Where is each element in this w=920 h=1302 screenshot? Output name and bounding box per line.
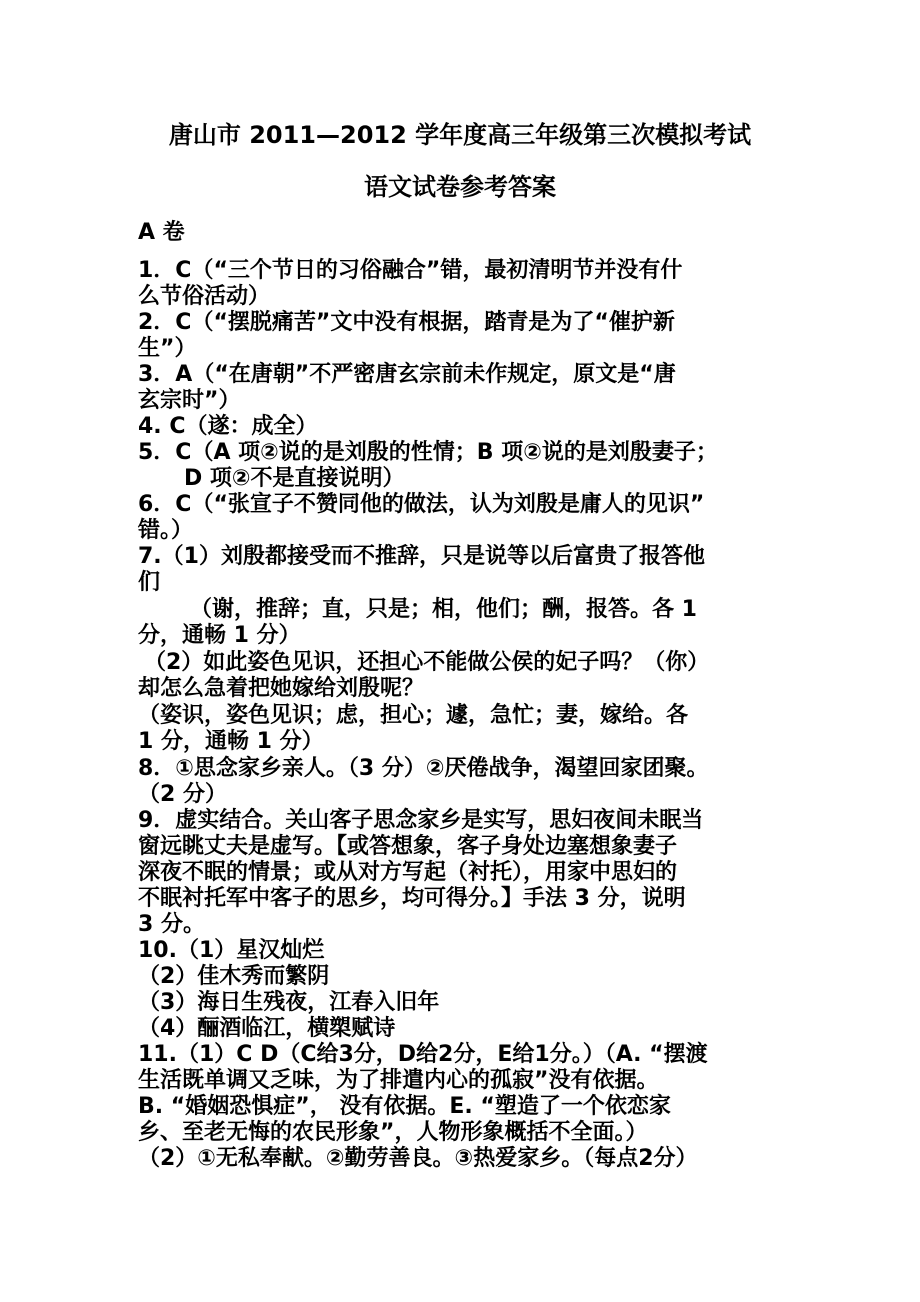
answer-line: （2 分） [138,782,227,807]
answer-line: D 项②不是直接说明） [184,466,405,491]
answer-line: 么节俗活动） [138,284,271,309]
answer-line: 乡、至老无悔的农民形象”，人物形象概括不全面。） [138,1120,648,1145]
answer-line: 们 [138,570,161,595]
answer-line: 3 分。 [138,912,205,937]
answer-line: 分，通畅 1 分） [138,623,301,648]
answer-line: 9．虚实结合。关山客子思念家乡是实写，思妇夜间未眠当 [138,808,704,833]
answer-line: 7.（1）刘殷都接受而不推辞，只是说等以后富贵了报答他 [138,544,705,569]
answer-line: （3）海日生残夜，江春入旧年 [138,990,440,1015]
answer-line: 深夜不眠的情景；或从对方写起（衬托），用家中思妇的 [138,860,678,885]
answer-line: 10.（1）星汉灿烂 [138,938,325,963]
answer-line: （谢，推辞；直，只是；相，他们；酬，报答。各 1 [190,597,697,622]
answer-line: （2）佳木秀而繁阴 [138,964,330,989]
answer-line: 窗远眺丈夫是虚写。【或答想象，客子身处边塞想象妻子 [138,834,678,859]
answer-line: 5．C（A 项②说的是刘殷的性情；B 项②说的是刘殷妻子； [138,440,718,465]
answer-line: 8．①思念家乡亲人。（3 分）②厌倦战争，渴望回家团聚。 [138,756,709,781]
answer-line: 2．C（“摆脱痛苦”文中没有根据，踏青是为了“催护新 [138,310,675,335]
answer-line: （姿识，姿色见识；虑，担心；遽，急忙；妻，嫁给。各 [138,703,689,728]
answer-line: 生”） [138,336,197,361]
answer-line: 生活既单调又乏味，为了排遣内心的孤寂”没有依据。 [138,1068,659,1093]
answer-line: 不眠衬托军中客子的思乡，均可得分。】手法 3 分，说明 [138,886,686,911]
document-subtitle: 语文试卷参考答案 [364,173,556,201]
answer-line: 11.（1）C D（C给3分，D给2分，E给1分。）（A. “摆渡 [138,1042,708,1067]
answer-line: B. “婚姻恐惧症”， 没有依据。E. “塑造了一个依恋家 [138,1094,671,1119]
answer-line: 玄宗时”） [138,388,241,413]
answer-line: 4. C（遂：成全） [138,414,318,439]
answer-line: 错。） [138,518,194,543]
document-title: 唐山市 2011—2012 学年度高三年级第三次模拟考试 [168,121,752,149]
answer-line: （2）①无私奉献。②勤劳善良。③热爱家乡。（每点2分） [138,1146,698,1171]
answer-line: 3．A（“在唐朝”不严密唐玄宗前未作规定，原文是“唐 [138,362,676,387]
answer-line: （4）酾酒临江，横槊赋诗 [138,1016,396,1041]
answer-line: 1 分，通畅 1 分） [138,729,324,754]
section-heading: A 卷 [138,220,185,245]
answer-line: 却怎么急着把她嫁给刘殷呢？ [138,676,425,701]
answer-line: 1．C（“三个节日的习俗融合”错，最初清明节并没有什 [138,258,683,283]
answer-line: （2）如此姿色见识，还担心不能做公侯的妃子吗？（你） [144,650,710,675]
answer-line: 6．C（“张宣子不赞同他的做法，认为刘殷是庸人的见识” [138,492,705,517]
